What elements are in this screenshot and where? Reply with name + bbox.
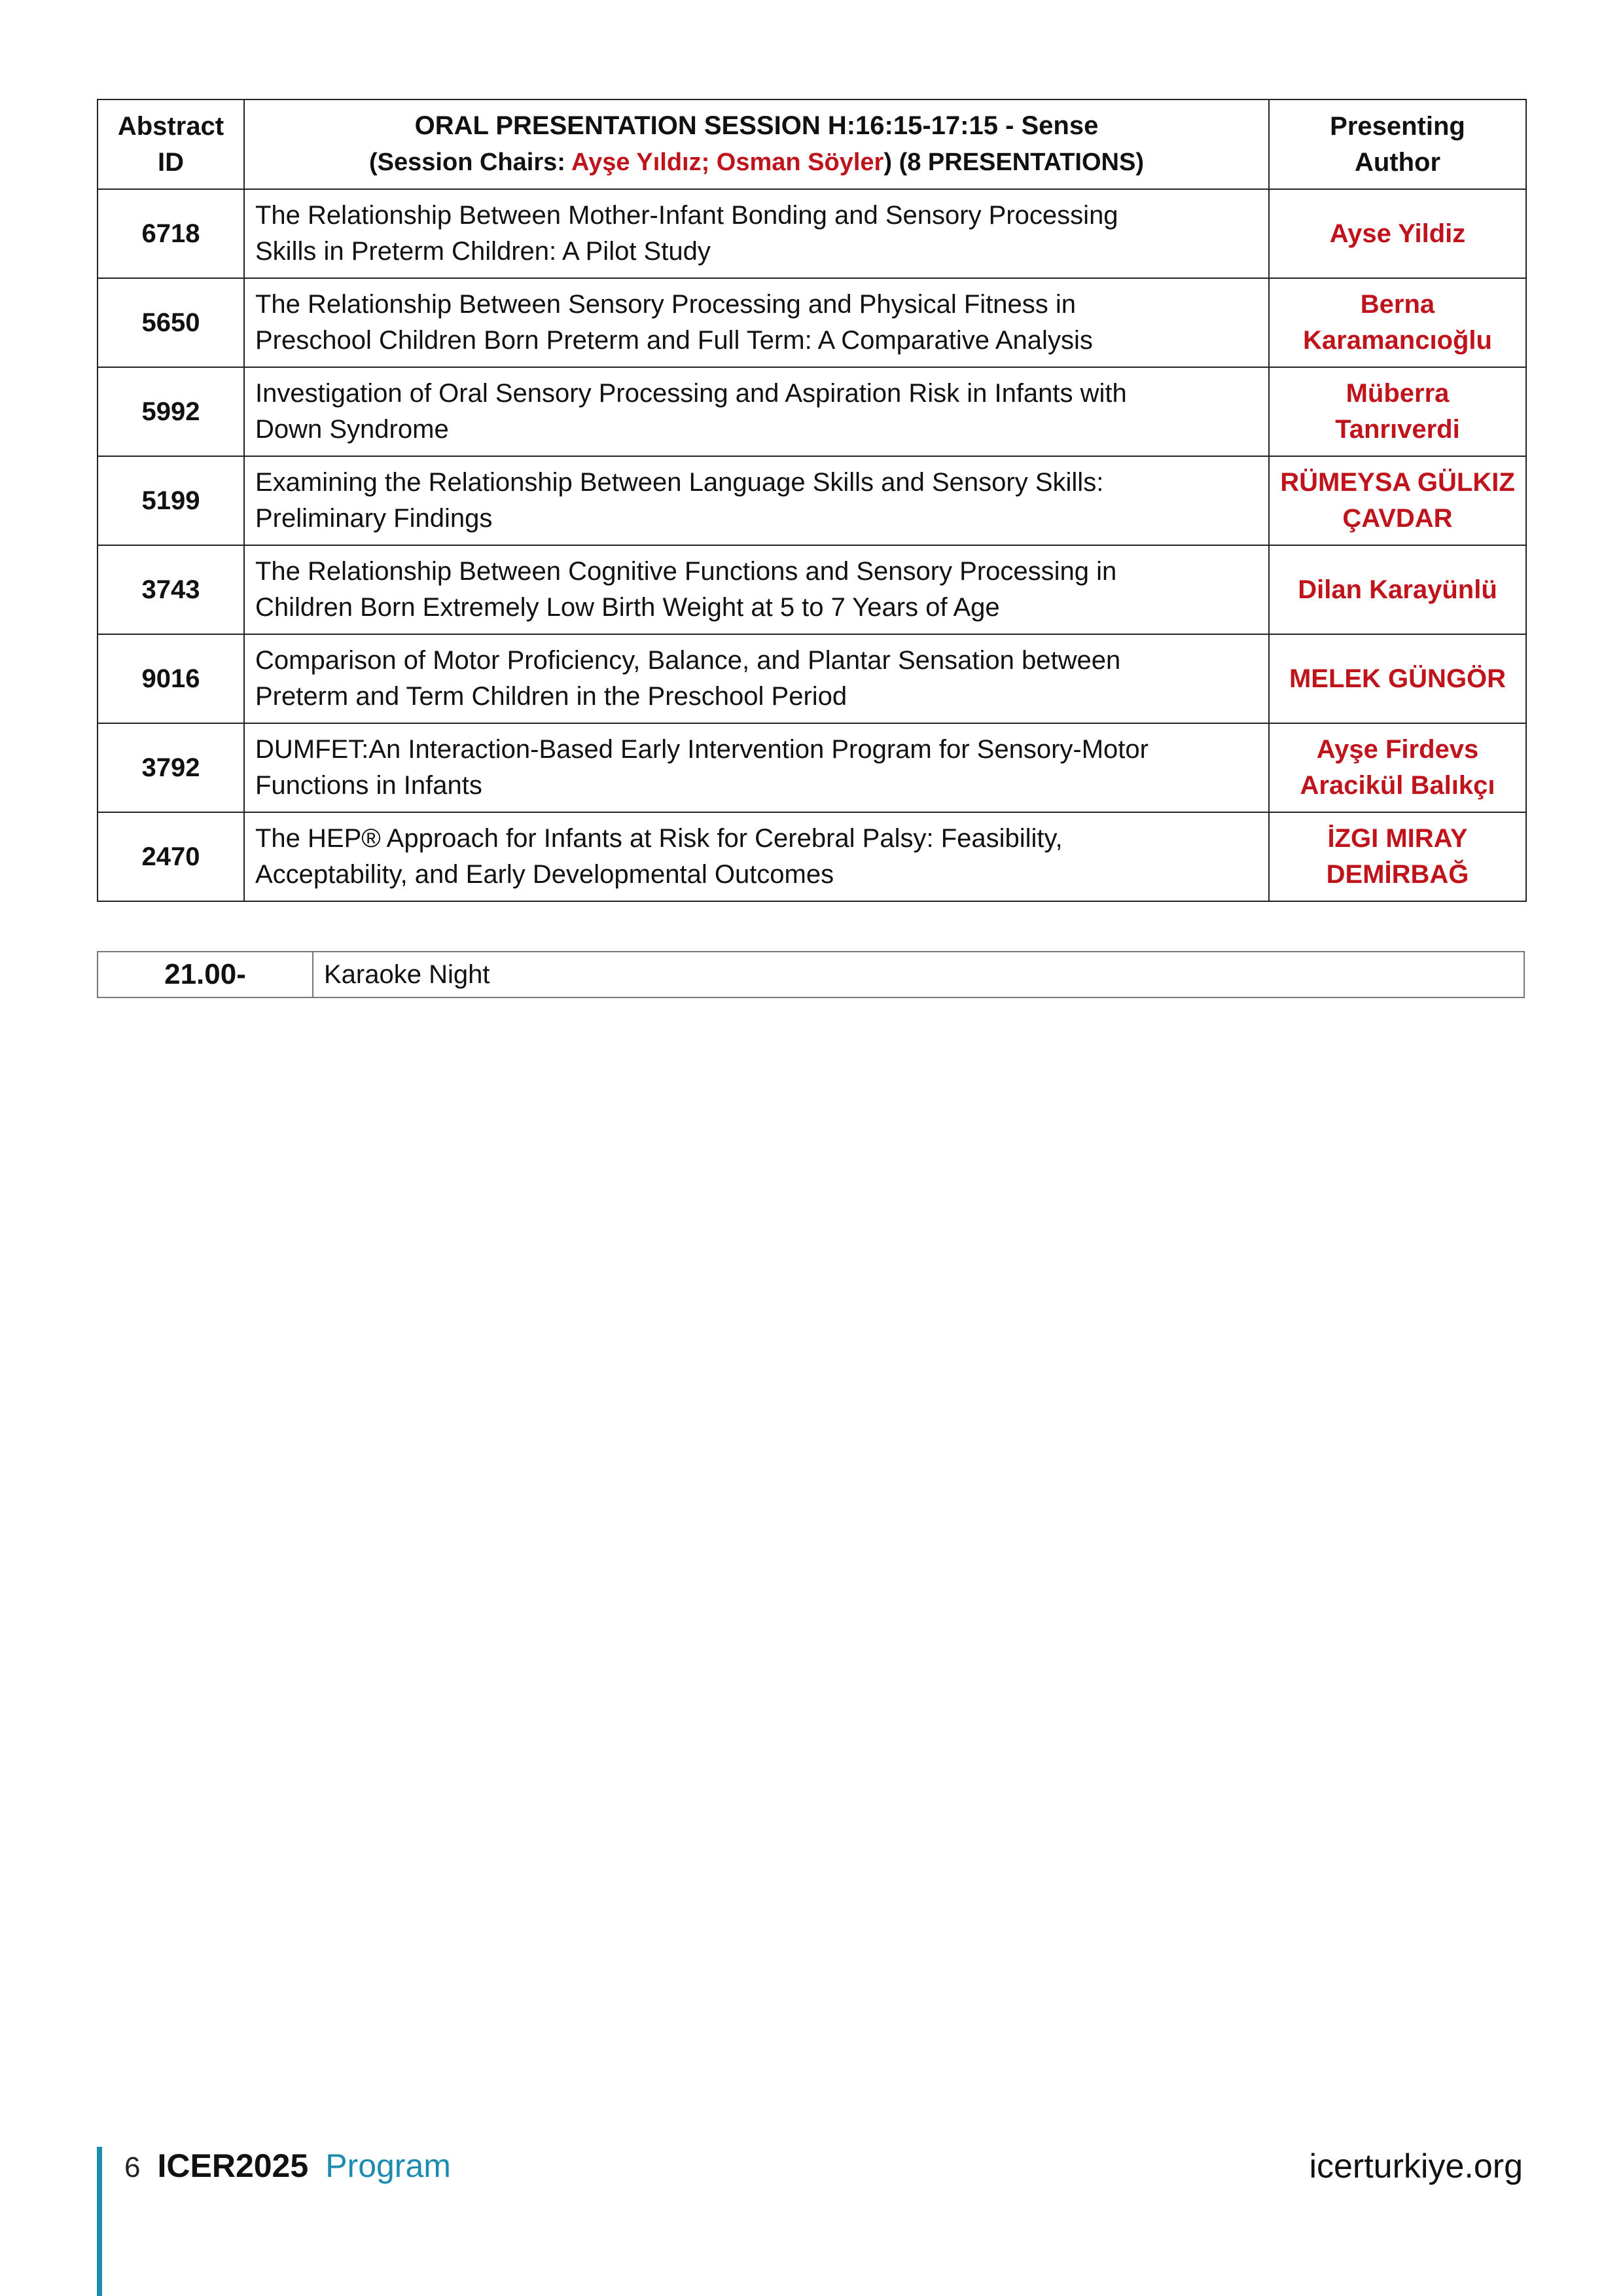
table-row (98, 278, 1526, 367)
footer-section: Program (325, 2147, 451, 2184)
table-row (98, 545, 1526, 634)
abstract-id: 5650 (98, 278, 244, 367)
abstract-id: 3743 (98, 545, 244, 634)
session-chairs: (Session Chairs: Ayşe Yıldız; Osman Söyler) (8 PRESENTATIONS) (369, 149, 1144, 176)
evening-row (98, 952, 1524, 997)
table-row (98, 367, 1526, 456)
table-row (98, 456, 1526, 545)
presenting-author: Dilan Karayünlü (1269, 545, 1526, 634)
table-row (98, 634, 1526, 723)
presentation-title: DUMFET:An Interaction-Based Early Intervention Program for Sensory-Motor Functions in Infants (244, 723, 1269, 812)
session-chairs-names: Ayşe Yıldız; Osman Söyler (571, 149, 884, 176)
presenting-author: İZGI MIRAY DEMİRBAĞ (1269, 812, 1526, 901)
presentation-title: Investigation of Oral Sensory Processing and Aspiration Risk in Infants with Down Syndrome (244, 367, 1269, 456)
abstract-id: 5992 (98, 367, 244, 456)
presenting-author: Müberra Tanrıverdi (1269, 367, 1526, 456)
presentation-title: The Relationship Between Cognitive Functions and Sensory Processing in Children Born Extremely Low Birth Weight at 5 to 7 Years of Age (244, 545, 1269, 634)
presenting-author: RÜMEYSA GÜLKIZ ÇAVDAR (1269, 456, 1526, 545)
footer-website[interactable]: icerturkiye.org (1309, 2147, 1523, 2185)
abstract-id: 5199 (98, 456, 244, 545)
abstract-id: 9016 (98, 634, 244, 723)
footer-branding (124, 2147, 451, 2193)
oral-session-table (97, 99, 1527, 902)
page-number: 6 (124, 2151, 141, 2183)
abstract-id-header: Abstract ID (98, 99, 244, 189)
session-title: ORAL PRESENTATION SESSION H:16:15-17:15 - Sense (414, 111, 1099, 140)
abstract-id: 3792 (98, 723, 244, 812)
table-row (98, 189, 1526, 278)
presentation-title: The Relationship Between Sensory Processing and Physical Fitness in Preschool Children Born Preterm and Full Term: A Comparative Analysis (244, 278, 1269, 367)
presentation-title: The HEP® Approach for Infants at Risk for Cerebral Palsy: Feasibility, Acceptability, and Early Developmental Outcomes (244, 812, 1269, 901)
abstract-id: 6718 (98, 189, 244, 278)
session-title-header (244, 99, 1269, 189)
presenting-author: Ayse Yildiz (1269, 189, 1526, 278)
presenting-author: Ayşe Firdevs Aracikül Balıkçı (1269, 723, 1526, 812)
table-row (98, 723, 1526, 812)
footer-accent-bar (97, 2147, 102, 2296)
evening-event: Karaoke Night (313, 952, 1524, 997)
presenting-author-header: Presenting Author (1269, 99, 1526, 189)
presentation-title: Comparison of Motor Proficiency, Balance, and Plantar Sensation between Preterm and Term Children in the Preschool Period (244, 634, 1269, 723)
abstract-id: 2470 (98, 812, 244, 901)
presentation-title: Examining the Relationship Between Language Skills and Sensory Skills: Preliminary Findings (244, 456, 1269, 545)
presentation-title: The Relationship Between Mother-Infant Bonding and Sensory Processing Skills in Preterm Children: A Pilot Study (244, 189, 1269, 278)
evening-schedule-table (97, 951, 1525, 998)
table-header-row (98, 99, 1526, 189)
table-row (98, 812, 1526, 901)
footer-brand: ICER2025 (157, 2147, 309, 2184)
evening-time: 21.00- (98, 952, 313, 997)
presenting-author: MELEK GÜNGÖR (1269, 634, 1526, 723)
presenting-author: Berna Karamancıoğlu (1269, 278, 1526, 367)
